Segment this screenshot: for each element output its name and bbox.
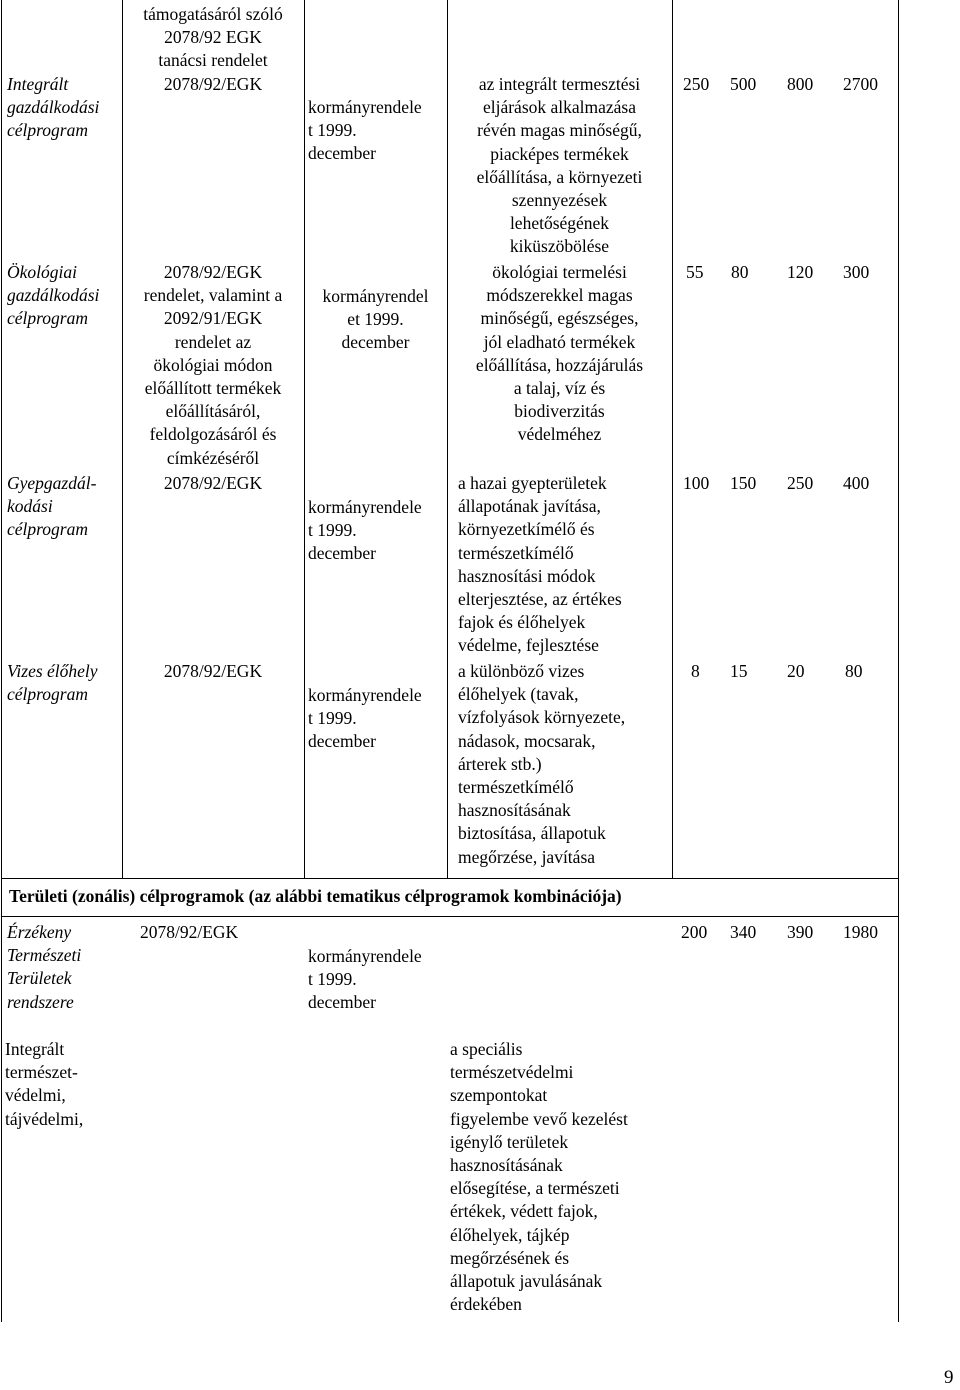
section-title: Területi (zonális) célprogramok (az alábbi tematikus célprogramok kombinációja)	[9, 886, 622, 906]
regulation-cell: 2078/92/EGK rendelet, valamint a 2092/91/EGK rendelet az ökológiai módon előállított termékek előállításáról, feldolgozásáról és címkézéséről	[143, 262, 283, 468]
value-3: 390	[787, 922, 814, 942]
program-goal: a különböző vizes élőhelyek (tavak, vízfolyások környezete, nádasok, mocsarak, árterek stb.) természetkímélő hasznosításának biztosítása, állapotuk megőrzése, javítása	[458, 661, 626, 867]
value-3: 120	[787, 262, 814, 282]
value-2: 80	[731, 262, 749, 282]
gov-decree-cell: kormányrendele t 1999. december	[308, 685, 422, 752]
subprogram-name: Integrált természet- védelmi, tájvédelmi,	[5, 1039, 84, 1129]
value-2: 500	[730, 74, 757, 94]
regulation-cell: 2078/92/EGK	[163, 473, 263, 493]
value-1: 200	[681, 922, 708, 942]
subprogram-goal: a speciális természetvédelmi szempontokat figyelembe vevő kezelést igénylő területek hasznosításának elősegítése, a természeti értékek, védett fajok, élőhelyek, tájkép megőrzésének és állapotuk javulásának érdekében	[450, 1039, 628, 1315]
program-name: Érzékeny Természeti Területek rendszere	[7, 922, 82, 1012]
value-2: 340	[730, 922, 757, 942]
regulation-cell: 2078/92/EGK	[140, 922, 239, 942]
table-border-right	[898, 0, 899, 1322]
gov-decree-cell: kormányrendel et 1999. december	[322, 286, 429, 353]
value-1: 55	[686, 262, 704, 282]
value-2: 15	[730, 661, 748, 681]
value-4: 300	[843, 262, 870, 282]
column-divider-2	[304, 0, 305, 878]
value-3: 20	[787, 661, 805, 681]
program-name: Gyepgazdál- kodási célprogram	[7, 473, 97, 540]
value-1: 250	[683, 74, 710, 94]
value-4: 400	[843, 473, 870, 493]
gov-decree-cell: kormányrendele t 1999. december	[308, 97, 422, 164]
section-separator	[1, 878, 899, 879]
column-divider-4	[672, 0, 673, 878]
program-goal: a hazai gyepterületek állapotának javítása, környezetkímélő és természetkímélő hasznosítási módok elterjesztése, az értékes fajok és élőhelyek védelme, fejlesztése	[458, 473, 622, 656]
program-goal: az integrált termesztési eljárások alkalmazása révén magas minőségű, piacképes termékek előállítása, a környezeti szennyezések lehetőségének kiküszöbölése	[476, 74, 643, 257]
program-goal: ökológiai termelési módszerekkel magas minőségű, egészséges, jól eladható termékek előállítása, hozzájárulás a talaj, víz és biodiverzitás védelméhez	[475, 262, 644, 445]
program-name: Vizes élőhely célprogram	[7, 661, 98, 705]
regulation-cell: 2078/92/EGK	[163, 661, 263, 681]
program-name: Integrált gazdálkodási célprogram	[7, 74, 100, 141]
value-3: 800	[787, 74, 814, 94]
program-name: Ökológiai gazdálkodási célprogram	[7, 262, 100, 329]
value-4: 1980	[843, 922, 878, 942]
gov-decree-cell: kormányrendele t 1999. december	[308, 497, 422, 564]
regulation-cell: támogatásáról szóló 2078/92 EGK tanácsi rendelet 2078/92/EGK	[143, 4, 283, 94]
table-border-left	[1, 0, 2, 1322]
value-1: 8	[691, 661, 700, 681]
value-4: 2700	[843, 74, 878, 94]
value-1: 100	[683, 473, 710, 493]
value-4: 80	[845, 661, 863, 681]
value-2: 150	[730, 473, 757, 493]
page-number: 9	[944, 1367, 954, 1388]
section-title-bottom	[1, 916, 899, 917]
gov-decree-cell: kormányrendele t 1999. december	[308, 946, 422, 1013]
value-3: 250	[787, 473, 814, 493]
